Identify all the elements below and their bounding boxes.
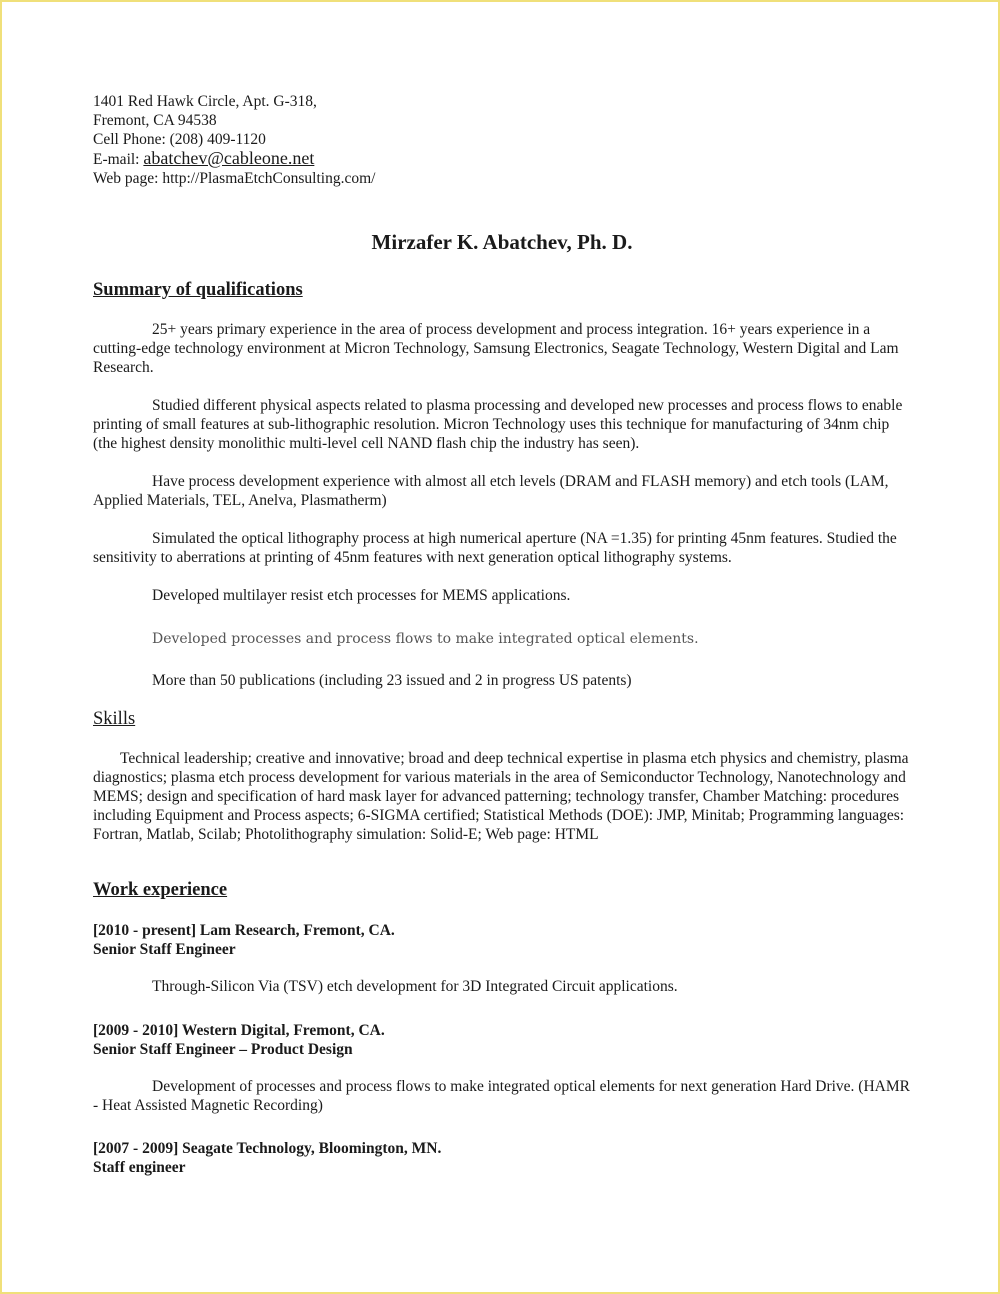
email-label: E-mail: — [93, 151, 144, 168]
summary-section — [93, 320, 913, 690]
summary-item: More than 50 publications (including 23 issued and 2 in progress US patents) — [152, 672, 632, 689]
skills-heading: Skills — [93, 709, 136, 729]
job-period-company: [2010 - present] Lam Research, Fremont, CA. — [93, 922, 395, 939]
job-period-company: [2007 - 2009] Seagate Technology, Bloomington, MN. — [93, 1140, 442, 1157]
job-description: Through-Silicon Via (TSV) etch development for 3D Integrated Circuit applications. — [152, 978, 678, 995]
work-experience-heading: Work experience — [93, 880, 228, 900]
job-entry — [93, 1139, 913, 1177]
summary-item: 25+ years primary experience in the area of process development and process integration. 16+ years experience in a cutting-edge technology environment at Micron Technology, Samsung Electronics, Seagate Technology, Western Digital and Lam Research. — [93, 321, 899, 376]
job-title: Senior Staff Engineer – Product Design — [93, 1041, 353, 1058]
web-page-line: Web page: http://PlasmaEtchConsulting.com/ — [93, 170, 376, 187]
email-line — [93, 149, 913, 169]
summary-item: Developed multilayer resist etch processes for MEMS applications. — [152, 587, 571, 604]
job-title: Staff engineer — [93, 1159, 186, 1176]
contact-block — [93, 92, 913, 188]
summary-item: Developed processes and process flows to make integrated optical elements. — [152, 631, 699, 647]
resume-content — [93, 92, 913, 1177]
summary-item: Simulated the optical lithography process at high numerical aperture (NA =1.35) for printing 45nm features. Studied the sensitivity to aberrations at printing of 45nm features with next generation optical lithography systems. — [93, 530, 897, 566]
email-link[interactable]: abatchev@cableone.net — [143, 148, 315, 168]
summary-heading: Summary of qualifications — [93, 280, 303, 300]
candidate-name: Mirzafer K. Abatchev, Ph. D. — [371, 230, 633, 254]
skills-text: Technical leadership; creative and innovative; broad and deep technical expertise in plasma etch physics and chemistry, plasma diagnostics; plasma etch process development for various materials in the area of Semiconductor Technology, Nanotechnology and MEMS; design and specification of hard mask layer for advanced patterning; technology transfer, Chamber Matching: procedures including Equipment and Process aspects; 6-SIGMA certified; Statistical Methods (DOE): JMP, Minitab; Programming languages: Fortran, Matlab, Scilab; Photolithography simulation: Solid-E; Web page: HTML — [93, 750, 909, 843]
job-title: Senior Staff Engineer — [93, 941, 236, 958]
job-description: Development of processes and process flows to make integrated optical elements for next generation Hard Drive. (HAMR - Heat Assisted Magnetic Recording) — [93, 1078, 910, 1114]
job-entry — [93, 1021, 913, 1115]
summary-item: Have process development experience with almost all etch levels (DRAM and FLASH memory) and etch tools (LAM, Applied Materials, TEL, Anelva, Plasmatherm) — [93, 473, 889, 509]
address-line-2: Fremont, CA 94538 — [93, 112, 217, 129]
phone-line: Cell Phone: (208) 409-1120 — [93, 131, 266, 148]
job-entry — [93, 921, 913, 996]
summary-item: Studied different physical aspects related to plasma processing and developed new processes and process flows to enable printing of small features at sub-lithographic resolution. Micron Technology uses this technique for manufacturing of 34nm chip (the highest density monolithic multi-level cell NAND flash chip the industry has seen). — [93, 397, 903, 452]
address-line-1: 1401 Red Hawk Circle, Apt. G-318, — [93, 93, 317, 110]
job-period-company: [2009 - 2010] Western Digital, Fremont, CA. — [93, 1022, 385, 1039]
